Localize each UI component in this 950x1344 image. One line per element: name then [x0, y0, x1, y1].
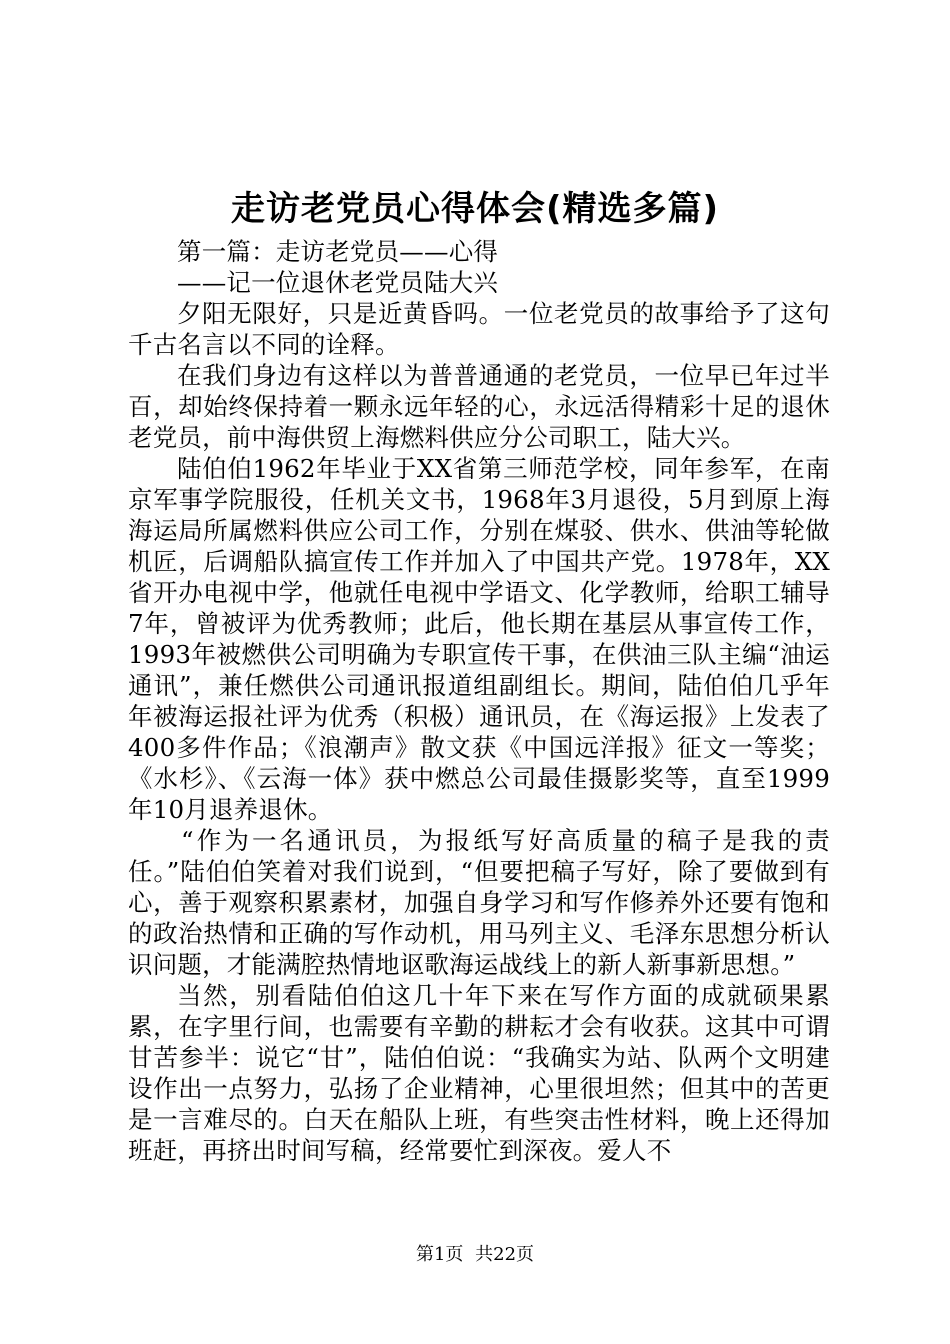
body-paragraph: 陆伯伯1962年毕业于XX省第三师范学校，同年参军，在南京军事学院服役，任机关文书，1968年3月退役，5月到原上海海运局所属燃料供应公司工作，分别在煤驳、供水、供油等轮做机匠，后调船队搞宣传工作并加入了中国共产党。1978年，XX省开办电视中学，他就任电视中学语文、化学教师，给职工辅导7年，曾被评为优秀教师；此后，他长期在基层从事宣传工作，1993年被燃供公司明确为专职宣传干事，在供油三队主编“油运通讯”，兼任燃供公司通讯报道组副组长。期间，陆伯伯几乎年年被海运报社评为优秀（积极）通讯员，在《海运报》上发表了400多件作品；《浪潮声》散文获《中国远洋报》征文一等奖；《水杉》、《云海一体》获中燃总公司最佳摄影奖等，直至1999年10月退养退休。	[128, 454, 830, 824]
body-paragraph: 夕阳无限好，只是近黄昏吗。一位老党员的故事给予了这句千古名言以不同的诠释。	[128, 299, 830, 359]
section-heading: 第一篇：走访老党员——心得	[177, 237, 499, 266]
document-body	[128, 236, 830, 1166]
page-footer	[0, 1244, 950, 1266]
section-subtitle: ——记一位退休老党员陆大兴	[177, 268, 499, 297]
document-title: 走访老党员心得体会(精选多篇)	[230, 189, 720, 229]
page-number: 第1页	[415, 1244, 464, 1265]
page-total: 共22页	[475, 1244, 535, 1265]
body-paragraph: 在我们身边有这样以为普普通通的老党员，一位早已年过半百，却始终保持着一颗永远年轻的心，永远活得精彩十足的退休老党员，前中海供贸上海燃料供应分公司职工，陆大兴。	[128, 361, 830, 452]
body-paragraph: 当然，别看陆伯伯这几十年下来在写作方面的成就硕果累累，在字里行间，也需要有辛勤的耕耘才会有收获。这其中可谓甘苦参半：说它“甘”，陆伯伯说：“我确实为站、队两个文明建设作出一点努力，弘扬了企业精神，心里很坦然；但其中的苦更是一言难尽的。白天在船队上班，有些突击性材料，晚上还得加班赶，再挤出时间写稿，经常要忙到深夜。爱人不	[128, 981, 830, 1165]
body-paragraph: “作为一名通讯员，为报纸写好高质量的稿子是我的责任。”陆伯伯笑着对我们说到，“但要把稿子写好，除了要做到有心，善于观察积累素材，加强自身学习和写作修养外还要有饱和的政治热情和正确的写作动机，用马列主义、毛泽东思想分析认识问题，才能满腔热情地讴歌海运战线上的新人新事新思想。”	[128, 826, 830, 979]
